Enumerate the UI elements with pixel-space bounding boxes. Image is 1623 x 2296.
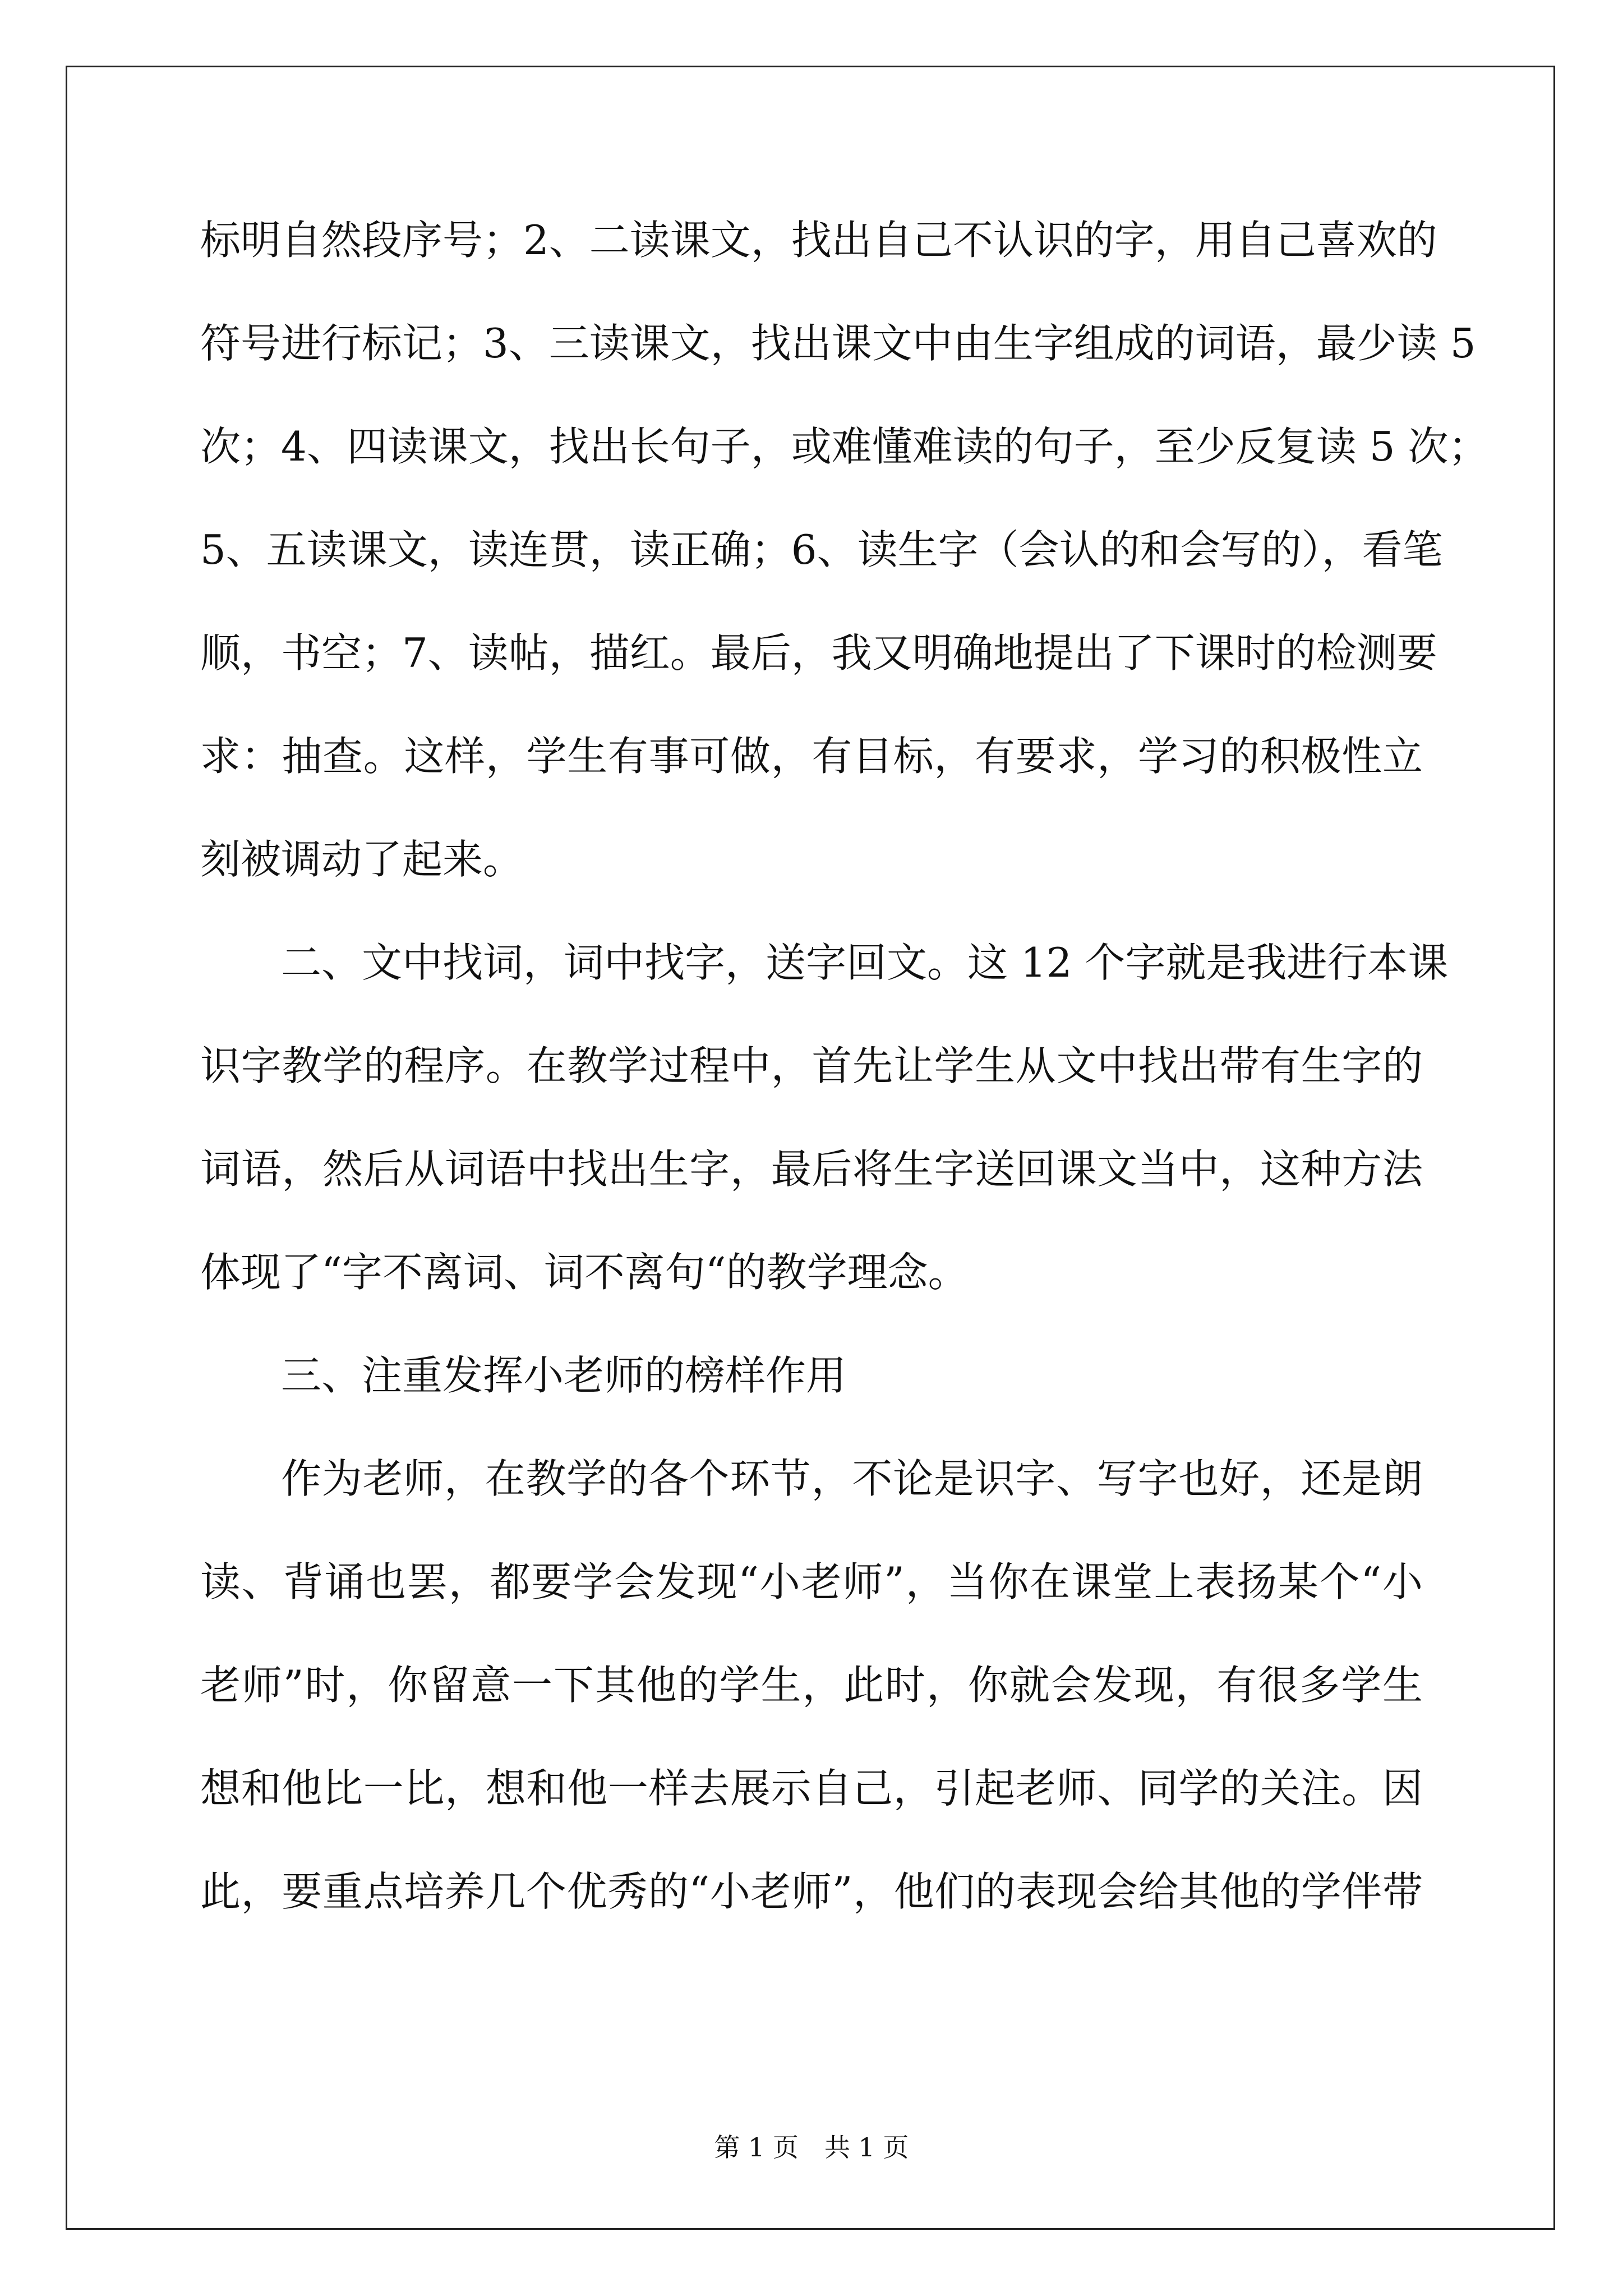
text-line: 作为老师，在教学的各个环节，不论是识字、写字也好，还是朗 — [281, 1455, 1423, 1502]
page-number-footer: 第 1 页 共 1 页 — [714, 2132, 909, 2162]
text-line: 标明自然段序号；2、二读课文，找出自己不认识的字，用自己喜欢的 — [200, 217, 1437, 264]
text-line: 刻被调动了起来。 — [200, 836, 524, 883]
document-body — [200, 206, 1489, 1961]
text-line: 符号进行标记；3、三读课文，找出课文中由生字组成的词语，最少读 5 — [200, 320, 1476, 367]
text-line: 词语，然后从词语中找出生字，最后将生字送回课文当中，这种方法 — [200, 1145, 1423, 1193]
text-line: 5、五读课文，读连贯，读正确；6、读生字（会认的和会写的），看笔 — [200, 526, 1443, 573]
text-line: 体现了“字不离词、词不离句“的教学理念。 — [200, 1249, 969, 1296]
text-line: 识字教学的程序。在教学过程中，首先让学生从文中找出带有生字的 — [200, 1042, 1423, 1089]
text-line: 次；4、四读课文，找出长句子，或难懂难读的句子，至少反复读 5 次； — [200, 423, 1489, 470]
section-heading: 三、注重发挥小老师的榜样作用 — [281, 1352, 847, 1399]
text-line: 读、背诵也罢，都要学会发现“小老师”，当你在课堂上表扬某个“小 — [200, 1558, 1423, 1605]
text-line: 二、文中找词，词中找字，送字回文。这 12 个字就是我进行本课 — [281, 939, 1449, 986]
text-line: 此，要重点培养几个优秀的“小老师”，他们的表现会给其他的学伴带 — [200, 1868, 1423, 1915]
text-line: 老师”时，你留意一下其他的学生，此时，你就会发现，有很多学生 — [200, 1662, 1423, 1709]
text-line: 顺，书空；7、读帖，描红。最后，我又明确地提出了下课时的检测要 — [200, 629, 1437, 677]
text-line: 求：抽查。这样，学生有事可做，有目标，有要求，学习的积极性立 — [200, 733, 1423, 780]
text-line: 想和他比一比，想和他一样去展示自己，引起老师、同学的关注。因 — [200, 1765, 1423, 1812]
